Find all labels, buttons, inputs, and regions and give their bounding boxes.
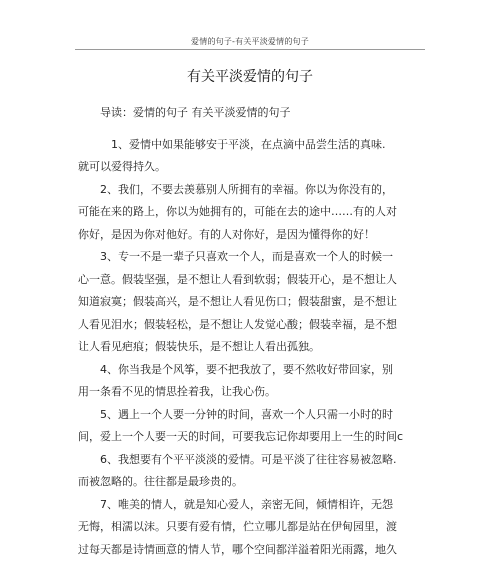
paragraph-line: 用一条看不见的情思拴着我，让我心伤。 xyxy=(78,385,276,398)
paragraph-line: 知道寂寞；假装高兴，是不想让人看见伤口；假装甜蜜，是不想让 xyxy=(78,295,397,308)
paragraph-line: 过每天都是诗情画意的情人节，哪个空间都洋溢着阳光雨露，地久 xyxy=(78,542,397,556)
running-header: 爱情的句子-有关平淡爱情的句子 xyxy=(191,37,309,46)
intro-line: 导读：爱情的句子 有关平淡爱情的句子 xyxy=(78,106,291,119)
paragraph-line: 让人看见疤痕；假装快乐，是不想让人看出孤独。 xyxy=(78,340,320,353)
paragraph-line: 无悔，相濡以沫。只要有爱有情，伫立哪儿都是站在伊甸园里，渡 xyxy=(78,520,397,533)
paragraph-line: 1、爱情中如果能够安于平淡，在点滴中品尝生活的真味. xyxy=(78,137,386,151)
header-divider xyxy=(75,49,425,50)
paragraph-line: 2、我们，不要去羡慕别人所拥有的幸福。你以为你没有的， xyxy=(78,182,393,196)
paragraph-2 xyxy=(78,179,428,247)
paragraph-line: 6、我想要有个平平淡淡的爱情。可是平淡了往往容易被忽略. xyxy=(78,452,397,466)
document-body xyxy=(78,102,428,561)
paragraph-line: 人看见泪水；假装轻松，是不想让人发觉心酸；假装幸福，是不想 xyxy=(78,317,397,331)
paragraph-line: 间，爱上一个人要一天的时间，可要我忘记你却要用上一生的时间c xyxy=(78,430,404,443)
paragraph-3 xyxy=(78,246,428,359)
paragraph-line: 7、唯美的情人，就是知心爱人，亲密无间，倾情相许，无怨 xyxy=(78,497,393,511)
paragraph-6 xyxy=(78,449,428,494)
paragraph-line: 4、你当我是个风筝，要不把我放了，要不然收好带回家，别 xyxy=(78,362,393,376)
document-title: 有关平淡爱情的句子 xyxy=(187,69,313,85)
paragraph-line: 你好，是因为你对他好。有的人对你好，是因为懂得你的好！ xyxy=(78,227,375,241)
paragraph-5 xyxy=(78,404,428,449)
paragraph-4 xyxy=(78,359,428,404)
paragraph-1 xyxy=(78,134,428,179)
paragraph-gap xyxy=(78,125,428,134)
paragraph-line: 心一意。假装坚强，是不想让人看到软弱；假装开心，是不想让人 xyxy=(78,272,397,286)
paragraph-line: 可能在来的路上，你以为她拥有的，可能在去的途中……有的人对 xyxy=(78,205,397,218)
paragraph-7 xyxy=(78,494,428,562)
paragraph-line: 5、遇上一个人要一分钟的时间，喜欢一个人只需一小时的时 xyxy=(78,407,393,421)
paragraph-line: 而被忽略的。往往都是最珍贵的。 xyxy=(78,475,243,488)
paragraph-line: 3、专一不是一辈子只喜欢一个人，而是喜欢一个人的时候一 xyxy=(78,250,393,263)
paragraph-line: 就可以爱得持久。 xyxy=(78,160,166,173)
